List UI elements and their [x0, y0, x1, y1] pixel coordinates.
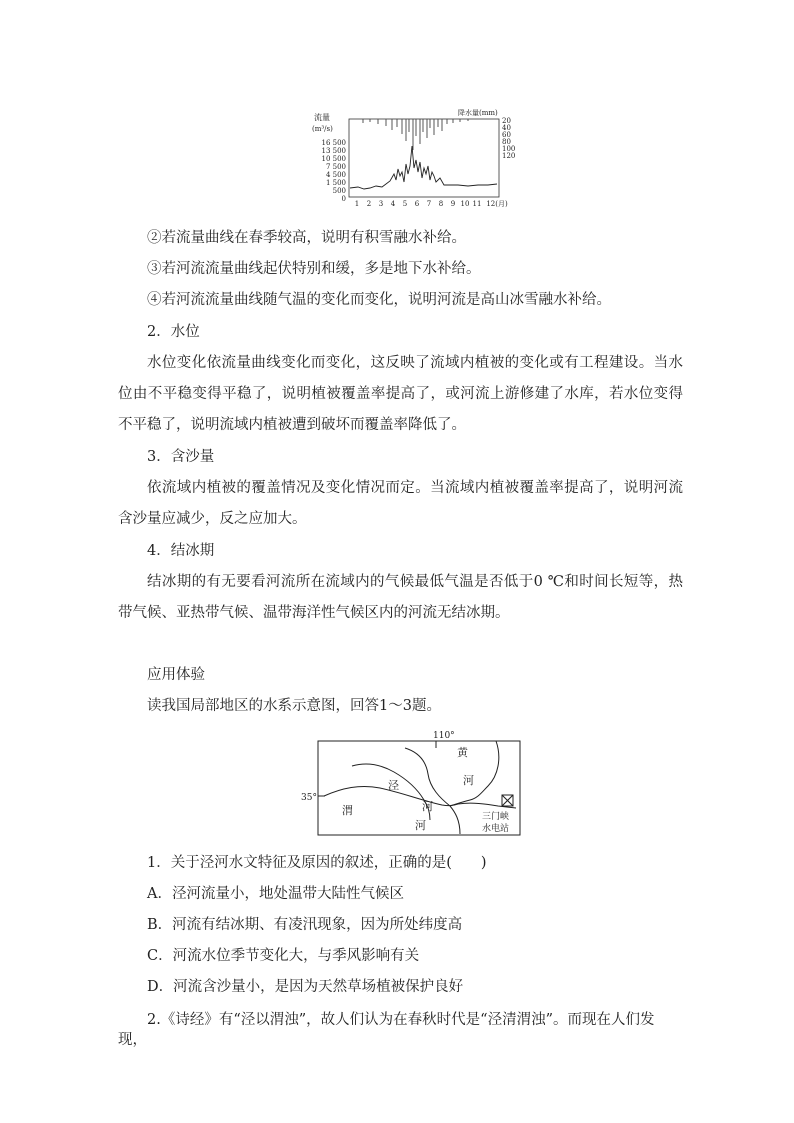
question-1: 1．关于泾河水文特征及原因的叙述，正确的是( ) — [147, 855, 487, 871]
option-d: D．河流含沙量小，是因为天然草场植被保护良好 — [147, 979, 464, 995]
point-4: ④若河流流量曲线随气温的变化而变化，说明河流是高山冰雪融水补给。 — [147, 292, 611, 308]
x-tick: 4 — [390, 200, 396, 208]
label-he-yellow: 河 — [463, 774, 474, 787]
point-3: ③若河流流量曲线起伏特别和缓，多是地下水补给。 — [147, 261, 481, 277]
y2-tick: 20 — [502, 117, 511, 125]
y-tick: 10 500 — [321, 155, 346, 163]
x-tick: 1 — [354, 200, 360, 208]
x-tick: 8 — [438, 200, 444, 208]
heading-sediment: 3．含沙量 — [147, 449, 215, 465]
y-tick: 4 500 — [325, 171, 346, 179]
y-left-label: 流量 — [314, 113, 330, 122]
label-huang: 黄 — [457, 746, 468, 759]
question-2: 2.《诗经》有“泾以渭浊”，故人们认为在春秋时代是“泾清渭浊”。而现在人们发现， — [118, 1012, 655, 1048]
y2-tick: 40 — [502, 124, 511, 132]
section-application: 应用体验 — [147, 667, 205, 683]
x-tick: 5 — [402, 200, 408, 208]
station-name-1: 三门峡 — [482, 812, 510, 822]
y-right-label: 降水量(mm) — [458, 109, 498, 117]
x-tick: 9 — [450, 200, 456, 208]
y-tick: 1 500 — [325, 179, 346, 187]
water-level-paragraph: 水位变化依流量曲线变化而变化，这反映了流域内植被的变化或有工程建设。当水位由不平稳变得平稳了，说明植被覆盖率提高了，或河流上游修建了水库，若水位变得不平稳了，说明流域内植被遭到破坏而覆盖率降低了。 — [118, 355, 683, 433]
label-he-jing: 河 — [422, 800, 433, 813]
x-tick: 11 — [472, 200, 482, 208]
label-he-wei: 河 — [415, 819, 426, 832]
heading-water-level: 2．水位 — [147, 324, 200, 340]
x-tick: 10 — [460, 200, 470, 208]
x-tick: 6 — [414, 200, 420, 208]
river-system-map — [300, 728, 524, 838]
longitude-label: 110° — [433, 731, 455, 741]
option-a: A．泾河流量小，地处温带大陆性气候区 — [147, 886, 404, 902]
station-name-2: 水电站 — [482, 824, 510, 834]
x-tick: 12(月) — [486, 200, 508, 208]
point-2: ②若流量曲线在春季较高，说明有积雪融水补给。 — [147, 230, 466, 246]
flow-precipitation-chart — [308, 108, 520, 208]
option-b: B．河流有结冰期、有凌汛现象，因为所处纬度高 — [147, 917, 463, 933]
label-jing: 泾 — [388, 779, 399, 792]
y-left-unit: (m³/s) — [312, 125, 333, 133]
y-tick: 500 — [332, 187, 346, 195]
sediment-paragraph: 依流域内植被的覆盖情况及变化情况而定。当流域内植被覆盖率提高了，说明河流含沙量应减少，反之应加大。 — [118, 480, 683, 527]
x-tick: 7 — [426, 200, 432, 208]
label-wei: 渭 — [342, 804, 353, 817]
y-tick: 13 500 — [321, 147, 346, 155]
y-tick: 0 — [341, 195, 346, 203]
x-tick: 3 — [378, 200, 384, 208]
y-tick: 7 500 — [325, 163, 346, 171]
y2-tick: 100 — [502, 145, 516, 153]
y2-tick: 60 — [502, 131, 511, 139]
x-tick: 2 — [366, 200, 372, 208]
y-tick: 16 500 — [321, 139, 346, 147]
question-intro: 读我国局部地区的水系示意图，回答1～3题。 — [147, 698, 441, 714]
heading-freeze: 4．结冰期 — [147, 543, 215, 559]
freeze-paragraph: 结冰期的有无要看河流所在流域内的气候最低气温是否低于0 ℃和时间长短等，热带气候、亚热带气候、温带海洋性气候区内的河流无结冰期。 — [118, 574, 683, 621]
y2-tick: 80 — [502, 138, 511, 146]
y2-tick: 120 — [502, 152, 516, 160]
option-c: C．河流水位季节变化大，与季风影响有关 — [147, 948, 420, 964]
latitude-label: 35° — [301, 793, 317, 803]
